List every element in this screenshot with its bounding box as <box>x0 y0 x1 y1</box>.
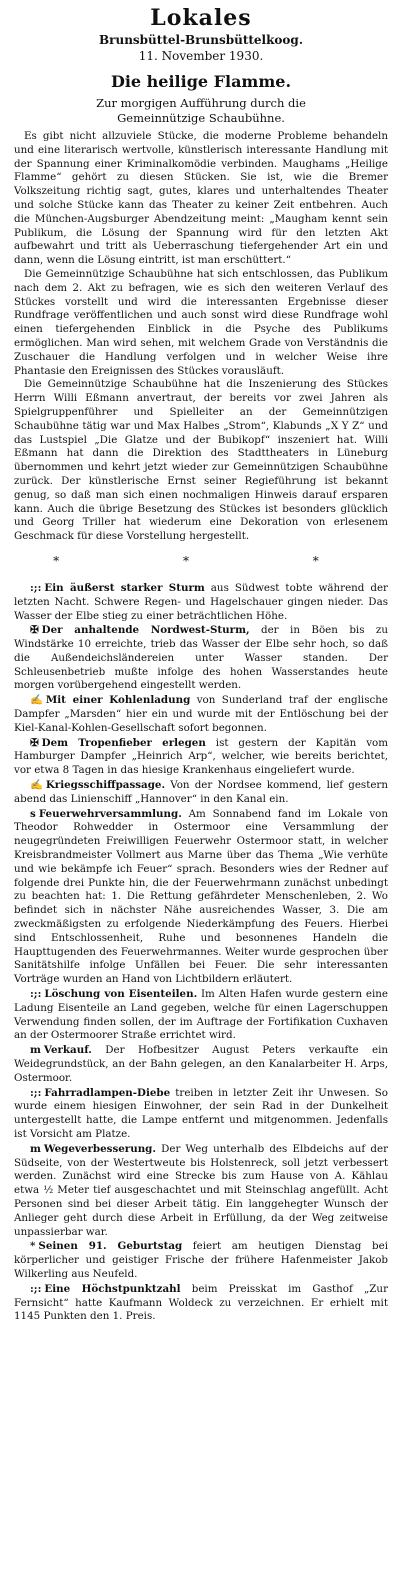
news-item <box>14 1283 388 1324</box>
item-marker: ✠ <box>30 736 39 749</box>
news-text: Im Alten Hafen wurde gestern eine Ladung Eisenteile an Land gegeben, welche für einen Lagerschuppen Verwendung finden sollen, der im Auftrage der Fortifikation Cuxhaven an der Ostermoorer Straße errichtet wird. <box>14 988 388 1042</box>
news-item <box>14 624 388 693</box>
news-text: feiert am heutigen Dienstag bei körperlicher und geistiger Frische der frühere Hafenmeister Jakob Wilkerling aus Neufeld. <box>14 1240 388 1280</box>
article-paragraph: Die Gemeinnützige Schaubühne hat die Inszenierung des Stückes Herrn Willi Eßmann anvertraut, der bereits vor zwei Jahren als Spielgruppenführer und Spielleiter an der Gemeinnützigen Schaubühne tätig war und Max Halbes „Strom“, Klabunds „X Y Z“ und das Lustspiel „Die Glatze und der Bubikopf“ inszeniert hat. Willi Eßmann hat dann die Direktion des Stadttheaters in Lüneburg übernommen und kehrt jetzt wieder zur Gemeinnützigen Schaubühne zurück. Der künstlerische Ernst seiner Regieführung ist bekannt genug, so daß man sich einen nochmaligen Hinweis darauf ersparen kann. Auch die übrige Besetzung des Stückes ist besonders glücklich und Georg Triller hat wiederum eine Dekoration von erlesenem Geschmack für diese Vorstellung hergestellt. <box>14 378 388 543</box>
news-text: treiben in letzter Zeit ihr Unwesen. So wurde einem hiesigen Einwohner, der sein Rad in der Dunkelheit untergestellt hatte, die Lampe entfernt und mitgenommen. Jedenfalls ist Vorsicht am Platze. <box>14 1086 388 1140</box>
item-marker: :;: <box>30 581 42 594</box>
news-text: beim Preisskat im Gasthof „Zur Fernsicht“ hatte Kaufmann Woldeck zu verzeichnen. Er erhielt mit 1145 Punkten den 1. Preis. <box>14 1282 388 1323</box>
article-subtitle-line-2: Gemeinnützige Schaubühne. <box>117 111 285 125</box>
section-separator: * * * <box>53 553 379 568</box>
news-item <box>14 1143 388 1240</box>
news-headline: Der anhaltende Nordwest-Sturm, <box>41 624 250 637</box>
article-paragraph: Die Gemeinnützige Schaubühne hat sich entschlossen, das Publikum nach dem 2. Akt zu befragen, wie es sich den weiteren Verlauf des Stückes vorstellt und wird die interessanten Ergebnisse dieser Rundfrage veröffentlichen und auch sonst wird diese Rundfrage wohl einen tiefergehenden Einblick in die Psyche des Publikums ermöglichen. Man wird sehen, mit welchem Grade von Verständnis die Zuschauer die Handlung verfolgen und in welcher Weise ihre Phantasie den Ereignissen des Stückes vorausläuft. <box>14 267 388 377</box>
item-marker: * <box>30 1240 36 1253</box>
item-marker: :;: <box>30 1282 42 1295</box>
article-subtitle-line-1: Zur morgigen Aufführung durch die <box>96 96 306 110</box>
news-headline: Eine Höchstpunktzahl <box>44 1282 181 1295</box>
news-item <box>14 988 388 1043</box>
news-text: von Sunderland traf der englische Dampfer „Marsden“ hier ein und wurde mit der Entlöschung bei der Kiel-Kanal-Kohlen-Gesellschaft sofort begonnen. <box>14 694 388 734</box>
section-subtitle: Brunsbüttel-Brunsbüttelkoog. <box>99 33 303 47</box>
news-item <box>14 1240 388 1281</box>
news-item <box>14 808 388 987</box>
section-title: Lokales <box>150 5 252 31</box>
news-item <box>14 1087 388 1142</box>
article-title: Die heilige Flamme. <box>110 72 292 91</box>
article-paragraph: Es gibt nicht allzuviele Stücke, die moderne Probleme behandeln und eine literarisch wertvolle, künstlerisch interessante Handlung mit der Spannung einer Kriminalkomödie verbinden. Maughams „Heilige Flamme“ gehört zu diesen Stücken. Sie ist, wie die Bremer Volkszeitung richtig sagt, gutes, klares und unterhaltendes Theater und solche Stücke kann das Theater zu keiner Zeit entbehren. Auch die München-Augsburger Abendzeitung meint: „Maugham kennt sein Publikum, die Lösung der Spannung wird für den letzten Akt aufbewahrt und tritt als Ueberraschung tiefergehender Art ein und dann, wenn die Lösung eintritt, ist man erschüttert.“ <box>14 130 388 267</box>
news-headline: Verkauf. <box>43 1044 92 1057</box>
article-subtitle <box>14 96 388 126</box>
news-headline: Löschung von Eisenteilen. <box>44 988 198 1001</box>
news-text: der in Böen bis zu Windstärke 10 erreichte, trieb das Wasser der Elbe sehr hoch, so daß die Außendeichsländereien unter Wasser standen. Der Schleusenbetrieb mußte infolge des hohen Wasserstandes heute morgen vorübergehend eingestellt werden. <box>14 624 388 692</box>
news-items <box>14 582 388 1324</box>
item-marker: m <box>30 1142 41 1155</box>
news-item <box>14 737 388 778</box>
news-item <box>14 694 388 735</box>
news-headline: Mit einer Kohlenladung <box>45 694 191 707</box>
item-marker: m <box>30 1044 41 1057</box>
news-headline: Seinen 91. Geburtstag <box>38 1240 183 1253</box>
item-marker: ✍ <box>30 779 43 792</box>
news-headline: Kriegsschiffpassage. <box>45 779 166 792</box>
news-text: Am Sonnabend fand im Lokale von Theodor Rohwedder in Ostermoor eine Versammlung der neugegründeten Freiwilligen Feuerwehr Ostermoor statt, in welcher Kreisbrandmeister Vollmert aus Marne über das Thema „Wie verhüte und wie bekämpfe ich Feuer“ sprach. Besonders wies der Redner auf folgende drei Punkte hin, die der Feuerwehrmann zunächst unbedingt zu beachten hat: 1. Die Rettung gefährdeter Menschenleben, 2. Wo befindet sich in nächster Nähe ausreichendes Wasser, 3. Die am zweckmäßigsten zu erfolgende Niederkämpfung des Feuers. Hierbei sind Entschlossenheit, Ruhe und besonnenes Handeln die Haupttugenden des Feuerwehrmannes. Weiter wurde gesprochen über Sanitätshilfe infolge Unfällen bei Feuer. Die sehr interessanten Vorträge wurden an Hand von Lichtbildern erläutert. <box>14 807 388 986</box>
news-text: ist gestern der Kapitän vom Hamburger Dampfer „Heinrich Arp“, welcher, wie bereits berichtet, vor etwa 8 Tagen in das hiesige Krankenhaus eingeliefert wurde. <box>14 736 388 777</box>
news-text: Von der Nordsee kommend, lief gestern abend das Linienschiff „Hannover“ in den Kanal ein. <box>14 779 388 805</box>
item-marker: :;: <box>30 988 42 1001</box>
item-marker: :;: <box>30 1086 42 1099</box>
news-text: Der Weg unterhalb des Elbdeichs auf der Südseite, von der Westertweute bis Holstenreck, soll jetzt verbessert werden. Zunächst wird eine Strecke bis zum Hause von A. Kählau etwa ½ Meter tief ausgeschachtet und mit Steinschlag angefüllt. Acht Personen sind bei dieser Arbeit tätig. Ein langgehegter Wunsch der Anlieger geht durch diese Arbeit in Erfüllung, da der Weg zeitweise unpassierbar war. <box>14 1142 388 1238</box>
issue-date: 11. November 1930. <box>138 49 264 63</box>
news-item <box>14 582 388 623</box>
masthead <box>14 4 388 64</box>
news-text: aus Südwest tobte während der letzten Nacht. Schwere Regen- und Hagelschauer gingen nieder. Das Wasser der Elbe stieg zu einer beträchtlichen Höhe. <box>14 581 388 622</box>
item-marker: s <box>30 807 36 820</box>
item-marker: ✍ <box>30 694 43 707</box>
news-headline: Dem Tropenfieber erlegen <box>41 736 206 749</box>
lead-article <box>14 70 388 544</box>
item-marker: ✠ <box>30 624 39 637</box>
news-item <box>14 1044 388 1085</box>
news-headline: Ein äußerst starker Sturm <box>44 581 205 594</box>
news-item <box>14 779 388 807</box>
news-headline: Feuerwehrversammlung. <box>38 807 182 820</box>
news-headline: Wegeverbesserung. <box>43 1142 156 1155</box>
news-text: Der Hofbesitzer August Peters verkaufte ein Weidegrundstück, an der Bahn gelegen, an den Kanalarbeiter H. Arps, Ostermoor. <box>14 1044 388 1084</box>
news-headline: Fahrradlampen-Diebe <box>44 1086 171 1099</box>
